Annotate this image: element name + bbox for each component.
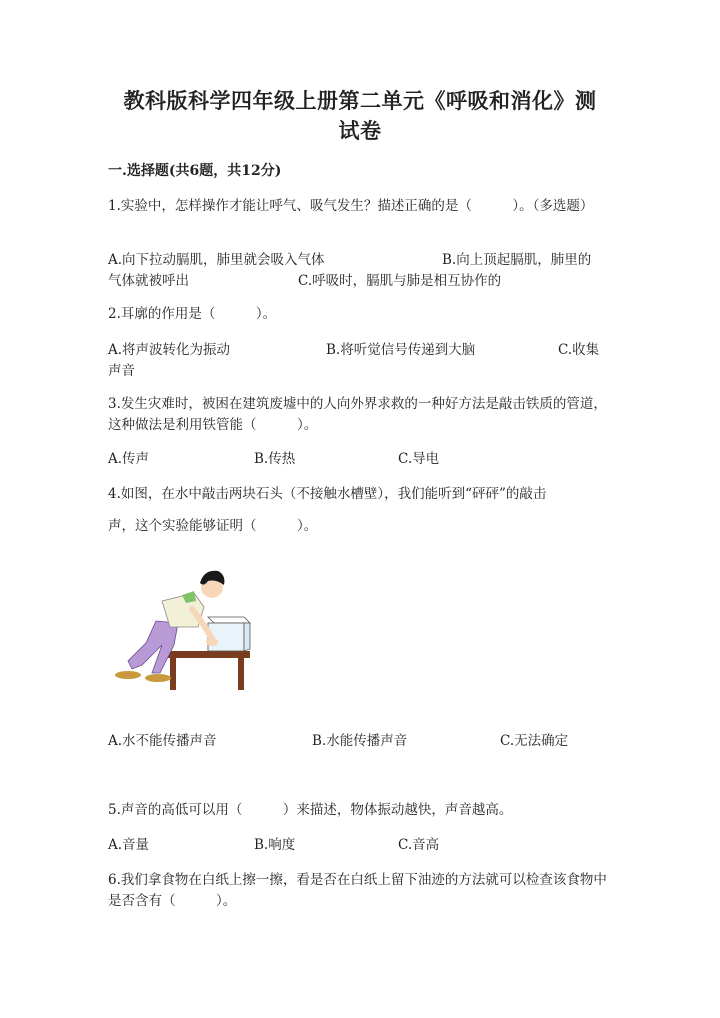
title-line-2: 试卷 xyxy=(338,118,382,143)
question-4-options xyxy=(108,731,610,752)
table-leg-left xyxy=(170,658,176,690)
exam-title xyxy=(100,86,620,146)
option-c[interactable]: C.呼吸时，膈肌与肺是相互协作的 xyxy=(298,273,502,289)
option-b[interactable]: B.响度 xyxy=(254,837,296,853)
question-6-text: 6.我们拿食物在白纸上擦一擦，看是否在白纸上留下油迹的方法就可以检查该食物中是否含有（ ）。 xyxy=(108,872,607,909)
question-2-options xyxy=(108,340,610,382)
option-a[interactable]: A.传声 xyxy=(108,451,150,467)
tank-top xyxy=(208,617,250,623)
option-c-continued: 声音 xyxy=(108,363,135,379)
tank-side xyxy=(244,623,250,651)
option-b[interactable]: B.将听觉信号传递到大脑 xyxy=(326,342,476,358)
option-a[interactable]: A.水不能传播声音 xyxy=(108,733,217,749)
question-1-text: 1.实验中，怎样操作才能让呼气、吸气发生？描述正确的是（ ）。（多选题） xyxy=(108,198,594,214)
question-3-options xyxy=(108,449,610,470)
experiment-illustration xyxy=(108,565,258,700)
table-leg-right xyxy=(238,658,244,690)
question-4-text-line-2: 声，这个实验能够证明（ ）。 xyxy=(108,518,318,534)
question-3-text: 3.发生灾难时，被困在建筑废墟中的人向外界求救的一种好方法是敲击铁质的管道，这种做法是利用铁管能（ ）。 xyxy=(108,396,607,433)
option-b[interactable]: B.传热 xyxy=(254,451,296,467)
option-c[interactable]: C.收集 xyxy=(558,342,600,358)
option-c[interactable]: C.导电 xyxy=(398,451,440,467)
option-b[interactable]: B.向上顶起膈肌，肺里的 xyxy=(442,252,592,268)
student-striking-stones-image xyxy=(108,565,258,700)
title-line-1: 教科版科学四年级上册第二单元《呼吸和消化》测 xyxy=(123,88,597,113)
option-a[interactable]: A.音量 xyxy=(108,837,150,853)
section-header: 一.选择题(共6题，共12分) xyxy=(108,163,282,179)
shoe-left xyxy=(115,671,141,679)
question-4-text-line-1: 4.如图，在水中敲击两块石头（不接触水槽壁），我们能听到“砰砰”的敲击 xyxy=(108,486,547,502)
question-5-text: 5.声音的高低可以用（ ）来描述，物体振动越快，声音越高。 xyxy=(108,802,513,818)
table-top xyxy=(164,651,250,658)
question-1-options xyxy=(108,250,610,292)
option-a[interactable]: A.向下拉动膈肌，肺里就会吸入气体 xyxy=(108,252,325,268)
shoe-right xyxy=(145,674,171,682)
option-c[interactable]: C.无法确定 xyxy=(500,733,569,749)
option-c[interactable]: C.音高 xyxy=(398,837,440,853)
hands xyxy=(206,638,218,646)
option-b-continued: 气体就被呼出 xyxy=(108,273,189,289)
shirt xyxy=(162,593,204,627)
option-b[interactable]: B.水能传播声音 xyxy=(312,733,408,749)
question-5-options xyxy=(108,835,610,856)
question-2-text: 2.耳廓的作用是（ ）。 xyxy=(108,306,277,322)
option-a[interactable]: A.将声波转化为振动 xyxy=(108,342,231,358)
